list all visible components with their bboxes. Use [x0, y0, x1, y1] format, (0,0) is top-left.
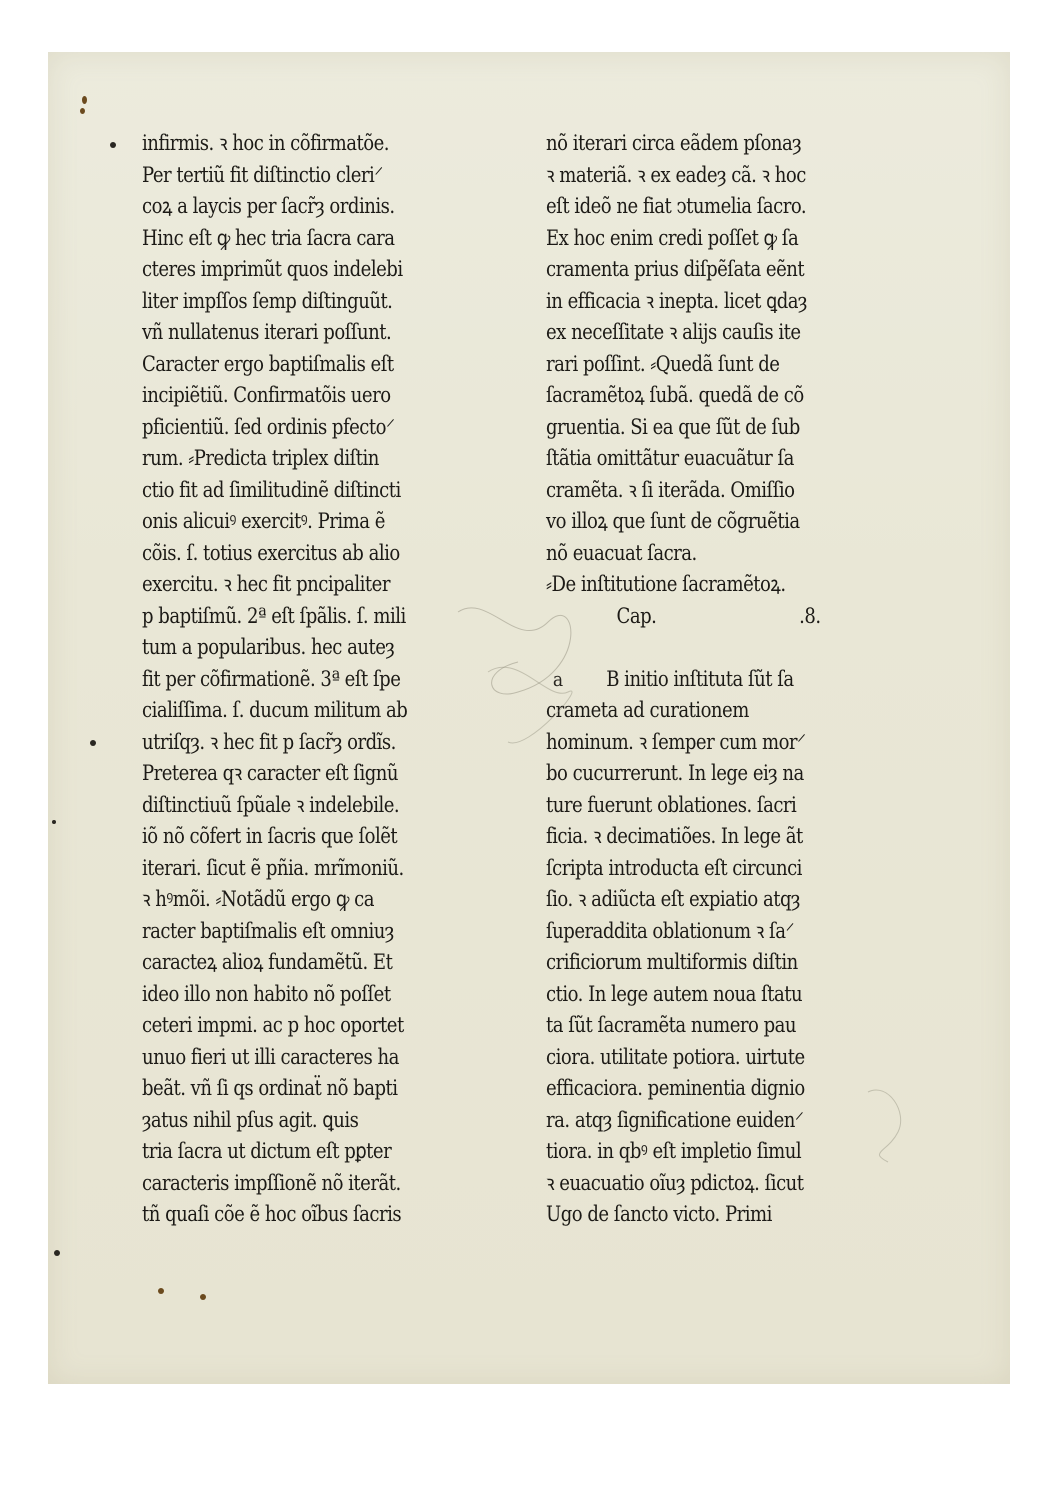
margin-bullet: [90, 740, 96, 746]
text-line: tria ſacra ut dictum eſt pꝑter: [142, 1139, 392, 1163]
text-line: eſt ideõ ne fiat ↄtumelia ſacro.: [546, 194, 807, 218]
text-line: caracteris impſſionẽ nõ iterãt.: [142, 1170, 401, 1195]
text-line: ta ſũt ſacramẽta numero pau: [546, 1013, 796, 1037]
text-line: hominum. ꝛ ſemper cum mor⸍: [546, 729, 806, 754]
text-line: ctio. In lege autem noua ſtatu: [546, 981, 803, 1006]
text-line: ſtãtia omittãtur euacuãtur ſa: [546, 446, 794, 470]
text-line: ȝatus nihil pſus agit. ꝗuis: [142, 1107, 359, 1132]
text-line: cõis. ſ. totius exercitus ab alio: [142, 540, 400, 565]
text-line: tñ quaſi cõe ẽ hoc oĩbus ſacris: [142, 1202, 402, 1226]
text-line: ex neceſſitate ꝛ alijs cauſis ite: [546, 320, 801, 344]
text-line: p baptiſmũ. 2ª eſt ſpãlis. ſ. mili: [142, 603, 406, 628]
margin-mark: [82, 96, 87, 104]
left-text-column: [142, 128, 487, 1231]
text-line: crificiorum multiformis diſtin: [546, 950, 798, 974]
text-line: Caracter ergo baptiſmalis eſt: [142, 351, 394, 376]
text-line: pficientiũ. ſed ordinis pfecto⸍: [142, 414, 395, 439]
text-line: ſcripta introducta eſt circunci: [546, 855, 802, 880]
text-line: Hinc eſt ꝙ hec tria ſacra cara: [142, 225, 395, 250]
chapter-heading: [546, 601, 843, 633]
text-line: in efficacia ꝛ inepta. licet ꝗdaȝ: [546, 288, 807, 313]
text-line: cteres imprimũt quos indelebi: [142, 257, 403, 281]
blank-line: [546, 632, 843, 664]
margin-bullet: [54, 1250, 60, 1256]
text-line: ſuperaddita oblationum ꝛ ſa⸍: [546, 918, 794, 943]
text-line: bo cucurrerunt. In lege eiȝ na: [546, 761, 804, 785]
text-line: tiora. in qbꝰ eſt impletio ſimul: [546, 1139, 802, 1163]
text-line: ideo illo non habito nõ poſſet: [142, 981, 391, 1006]
text-line: Per tertiũ fit diſtinctio cleri⸍: [142, 162, 383, 187]
text-line: gruentia. Si ea que ſũt de ſub: [546, 414, 800, 439]
text-line: efficaciora. peminentia dignio: [546, 1076, 805, 1100]
text-line: liter impſſos ſemp diſtinguũt.: [142, 288, 393, 313]
text-line: iõ nõ cõfert in ſacris que ſolẽt: [142, 824, 398, 848]
text-line: ciora. utilitate potiora. uirtute: [546, 1044, 805, 1069]
text-line: nõ iterari circa eãdem pſonaȝ: [546, 131, 802, 155]
text-line: ſio. ꝛ adiũcta eſt expiatio atqȝ: [546, 887, 800, 911]
text-line: incipiẽtiũ. Confirmatõis uero: [142, 383, 391, 407]
opening-text: B initio inſtituta ſũt ſa: [606, 666, 794, 691]
text-line: ꝛ materiã. ꝛ ex eadeȝ cã. ꝛ hoc: [546, 162, 806, 187]
text-line: cialiſſima. ſ. ducum militum ab: [142, 698, 408, 722]
text-line: infirmis. ꝛ hoc in cõfirmatõe.: [142, 131, 390, 155]
text-line: cramẽta. ꝛ ſi iterãda. Omiſſio: [546, 477, 795, 502]
text-line: fit per cõfirmationẽ. 3ª eſt ſpe: [142, 666, 401, 691]
book-page: [48, 52, 1010, 1384]
text-line: ficia. ꝛ decimatiões. In lege ãt: [546, 824, 803, 848]
margin-mark: [80, 108, 85, 114]
text-line: onis alicuiꝰ exercitꝰ. Prima ẽ: [142, 509, 385, 533]
margin-bullet: [110, 142, 116, 148]
margin-mark: [158, 1288, 164, 1294]
text-line: Preterea qꝛ caracter eſt ſignũ: [142, 761, 399, 785]
guide-letter: a: [552, 666, 563, 691]
text-line: ceteri impmi. ac p hoc oportet: [142, 1013, 404, 1037]
chapter-label: Cap.: [616, 603, 657, 628]
text-line: vñ nullatenus iterari poſſunt.: [142, 320, 392, 344]
right-text-column: [546, 128, 891, 1231]
text-line: coꝝ a laycis per ſacr̃ȝ ordinis.: [142, 194, 395, 218]
chapter-opening-line: [546, 664, 843, 696]
text-line: crameta ad curationem: [546, 698, 749, 722]
text-line: utriſqȝ. ꝛ hec fit p ſacr̃ȝ ordĩs.: [142, 729, 396, 754]
text-line: Ex hoc enim credi poſſet ꝙ ſa: [546, 225, 799, 250]
text-line: beãt. vñ ſi qs ordinaẗ nõ bapti: [142, 1076, 398, 1100]
text-line: ſacramẽtoꝝ ſubã. quedã de cõ: [546, 383, 804, 407]
text-line: ra. atqȝ ſignificatione euiden⸍: [546, 1107, 804, 1132]
text-line: ꝛ euacuatio oĩuȝ pdictoꝝ. ſicut: [546, 1170, 804, 1195]
text-line: ctio fit ad ſimilitudinẽ diſtincti: [142, 477, 401, 502]
text-line: Ugo de ſancto victo. Primi: [546, 1202, 772, 1226]
chapter-number: .8.: [799, 603, 821, 628]
margin-mark: [200, 1294, 206, 1300]
text-line: ꝛ hꝰmõi. ⸗Notãdũ ergo ꝙ ca: [142, 887, 375, 911]
text-line: ⸗De inſtitutione ſacramẽtoꝝ.: [546, 572, 786, 596]
margin-bullet: [52, 820, 56, 824]
text-line: racter baptiſmalis eſt omniuȝ: [142, 918, 394, 943]
text-line: tum a popularibus. hec auteȝ: [142, 635, 395, 659]
text-line: diſtinctiuũ ſpũale ꝛ indelebile.: [142, 792, 400, 817]
text-line: nõ euacuat ſacra.: [546, 540, 697, 565]
text-line: caracteꝝ alioꝝ fundamẽtũ. Et: [142, 950, 393, 974]
text-line: cramenta prius diſpẽſata eẽnt: [546, 257, 805, 281]
text-line: iterari. ſicut ẽ pñia. mrĩmoniũ.: [142, 855, 404, 880]
text-line: rum. ⸗Predicta triplex diſtin: [142, 446, 379, 470]
text-line: vo illoꝝ que ſunt de cõgruẽtia: [546, 509, 800, 533]
text-line: ture fuerunt oblationes. ſacri: [546, 792, 797, 817]
text-line: unuo fieri ut illi caracteres ha: [142, 1044, 399, 1069]
text-line: rari poſſint. ⸗Quedã ſunt de: [546, 351, 780, 376]
text-line: exercitu. ꝛ hec fit pncipaliter: [142, 572, 390, 596]
